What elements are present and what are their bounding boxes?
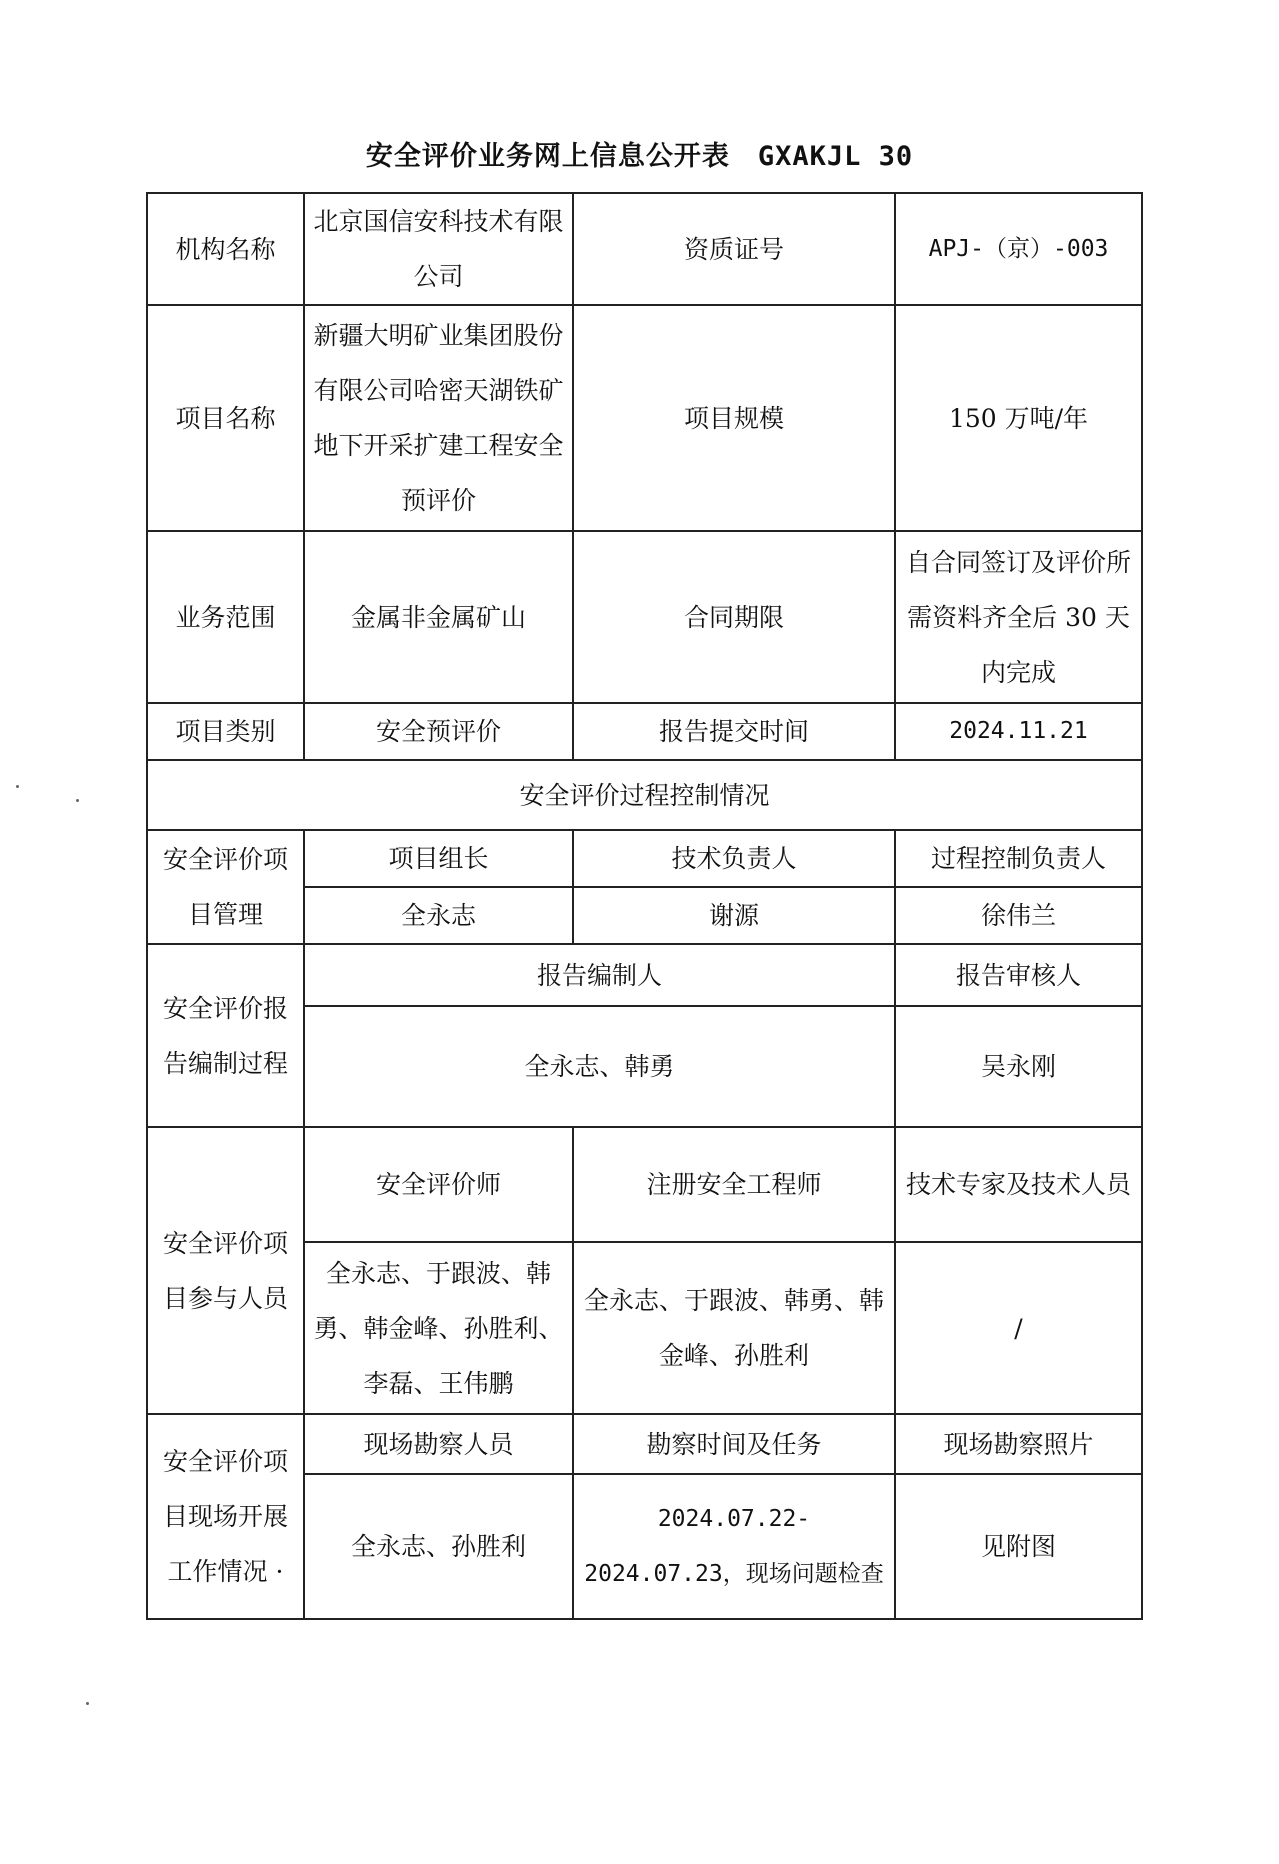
- scan-speck: [76, 799, 79, 802]
- tech-label: 技术负责人: [573, 830, 895, 887]
- ctrl-value: 徐伟兰: [895, 887, 1142, 944]
- leader-label: 项目组长: [304, 830, 573, 887]
- scale-value: 150 万吨/年: [895, 305, 1142, 531]
- photo-label: 现场勘察照片: [895, 1414, 1142, 1474]
- cert-value: APJ-（京）-003: [895, 193, 1142, 305]
- scope-value: 金属非金属矿山: [304, 531, 573, 703]
- scope-label: 业务范围: [147, 531, 304, 703]
- info-table: [146, 192, 1143, 1620]
- site-label: 安全评价项目现场开展工作情况 ·: [147, 1414, 304, 1619]
- staff-label: 安全评价项目参与人员: [147, 1127, 304, 1414]
- project-value: 新疆大明矿业集团股份有限公司哈密天湖铁矿地下开采扩建工程安全预评价: [304, 305, 573, 531]
- category-value: 安全预评价: [304, 703, 573, 760]
- author-label: 报告编制人: [304, 944, 895, 1006]
- tech-value: 谢源: [573, 887, 895, 944]
- term-value: 自合同签订及评价所需资料齐全后 30 天内完成: [895, 531, 1142, 703]
- process-section-title: 安全评价过程控制情况: [147, 760, 1142, 830]
- surveyor-label: 现场勘察人员: [304, 1414, 573, 1474]
- scan-speck: [16, 785, 19, 788]
- term-label: 合同期限: [573, 531, 895, 703]
- engineer-label: 注册安全工程师: [573, 1127, 895, 1242]
- engineer-value: 全永志、于跟波、韩勇、韩金峰、孙胜利: [573, 1242, 895, 1414]
- category-label: 项目类别: [147, 703, 304, 760]
- project-label: 项目名称: [147, 305, 304, 531]
- mgmt-label: 安全评价项目管理: [147, 830, 304, 944]
- submit-value: 2024.11.21: [895, 703, 1142, 760]
- survey-time-label: 勘察时间及任务: [573, 1414, 895, 1474]
- evaluator-value: 全永志、于跟波、韩勇、韩金峰、孙胜利、李磊、王伟鹏: [304, 1242, 573, 1414]
- reviewer-label: 报告审核人: [895, 944, 1142, 1006]
- title-text: 安全评价业务网上信息公开表: [365, 141, 730, 172]
- org-label: 机构名称: [147, 193, 304, 305]
- survey-time-value: 2024.07.22-2024.07.23，现场问题检查: [573, 1474, 895, 1619]
- author-value: 全永志、韩勇: [304, 1006, 895, 1127]
- submit-label: 报告提交时间: [573, 703, 895, 760]
- photo-value: 见附图: [895, 1474, 1142, 1619]
- org-value: 北京国信安科技术有限公司: [304, 193, 573, 305]
- reviewer-value: 吴永刚: [895, 1006, 1142, 1127]
- ctrl-label: 过程控制负责人: [895, 830, 1142, 887]
- evaluator-label: 安全评价师: [304, 1127, 573, 1242]
- page-title: [0, 134, 1279, 173]
- cert-label: 资质证号: [573, 193, 895, 305]
- scan-speck: [86, 1702, 89, 1705]
- leader-value: 全永志: [304, 887, 573, 944]
- surveyor-value: 全永志、孙胜利: [304, 1474, 573, 1619]
- report-label: 安全评价报告编制过程: [147, 944, 304, 1127]
- expert-label: 技术专家及技术人员: [895, 1127, 1142, 1242]
- doc-code: GXAKJL 30: [757, 141, 914, 172]
- expert-value: /: [895, 1242, 1142, 1414]
- scale-label: 项目规模: [573, 305, 895, 531]
